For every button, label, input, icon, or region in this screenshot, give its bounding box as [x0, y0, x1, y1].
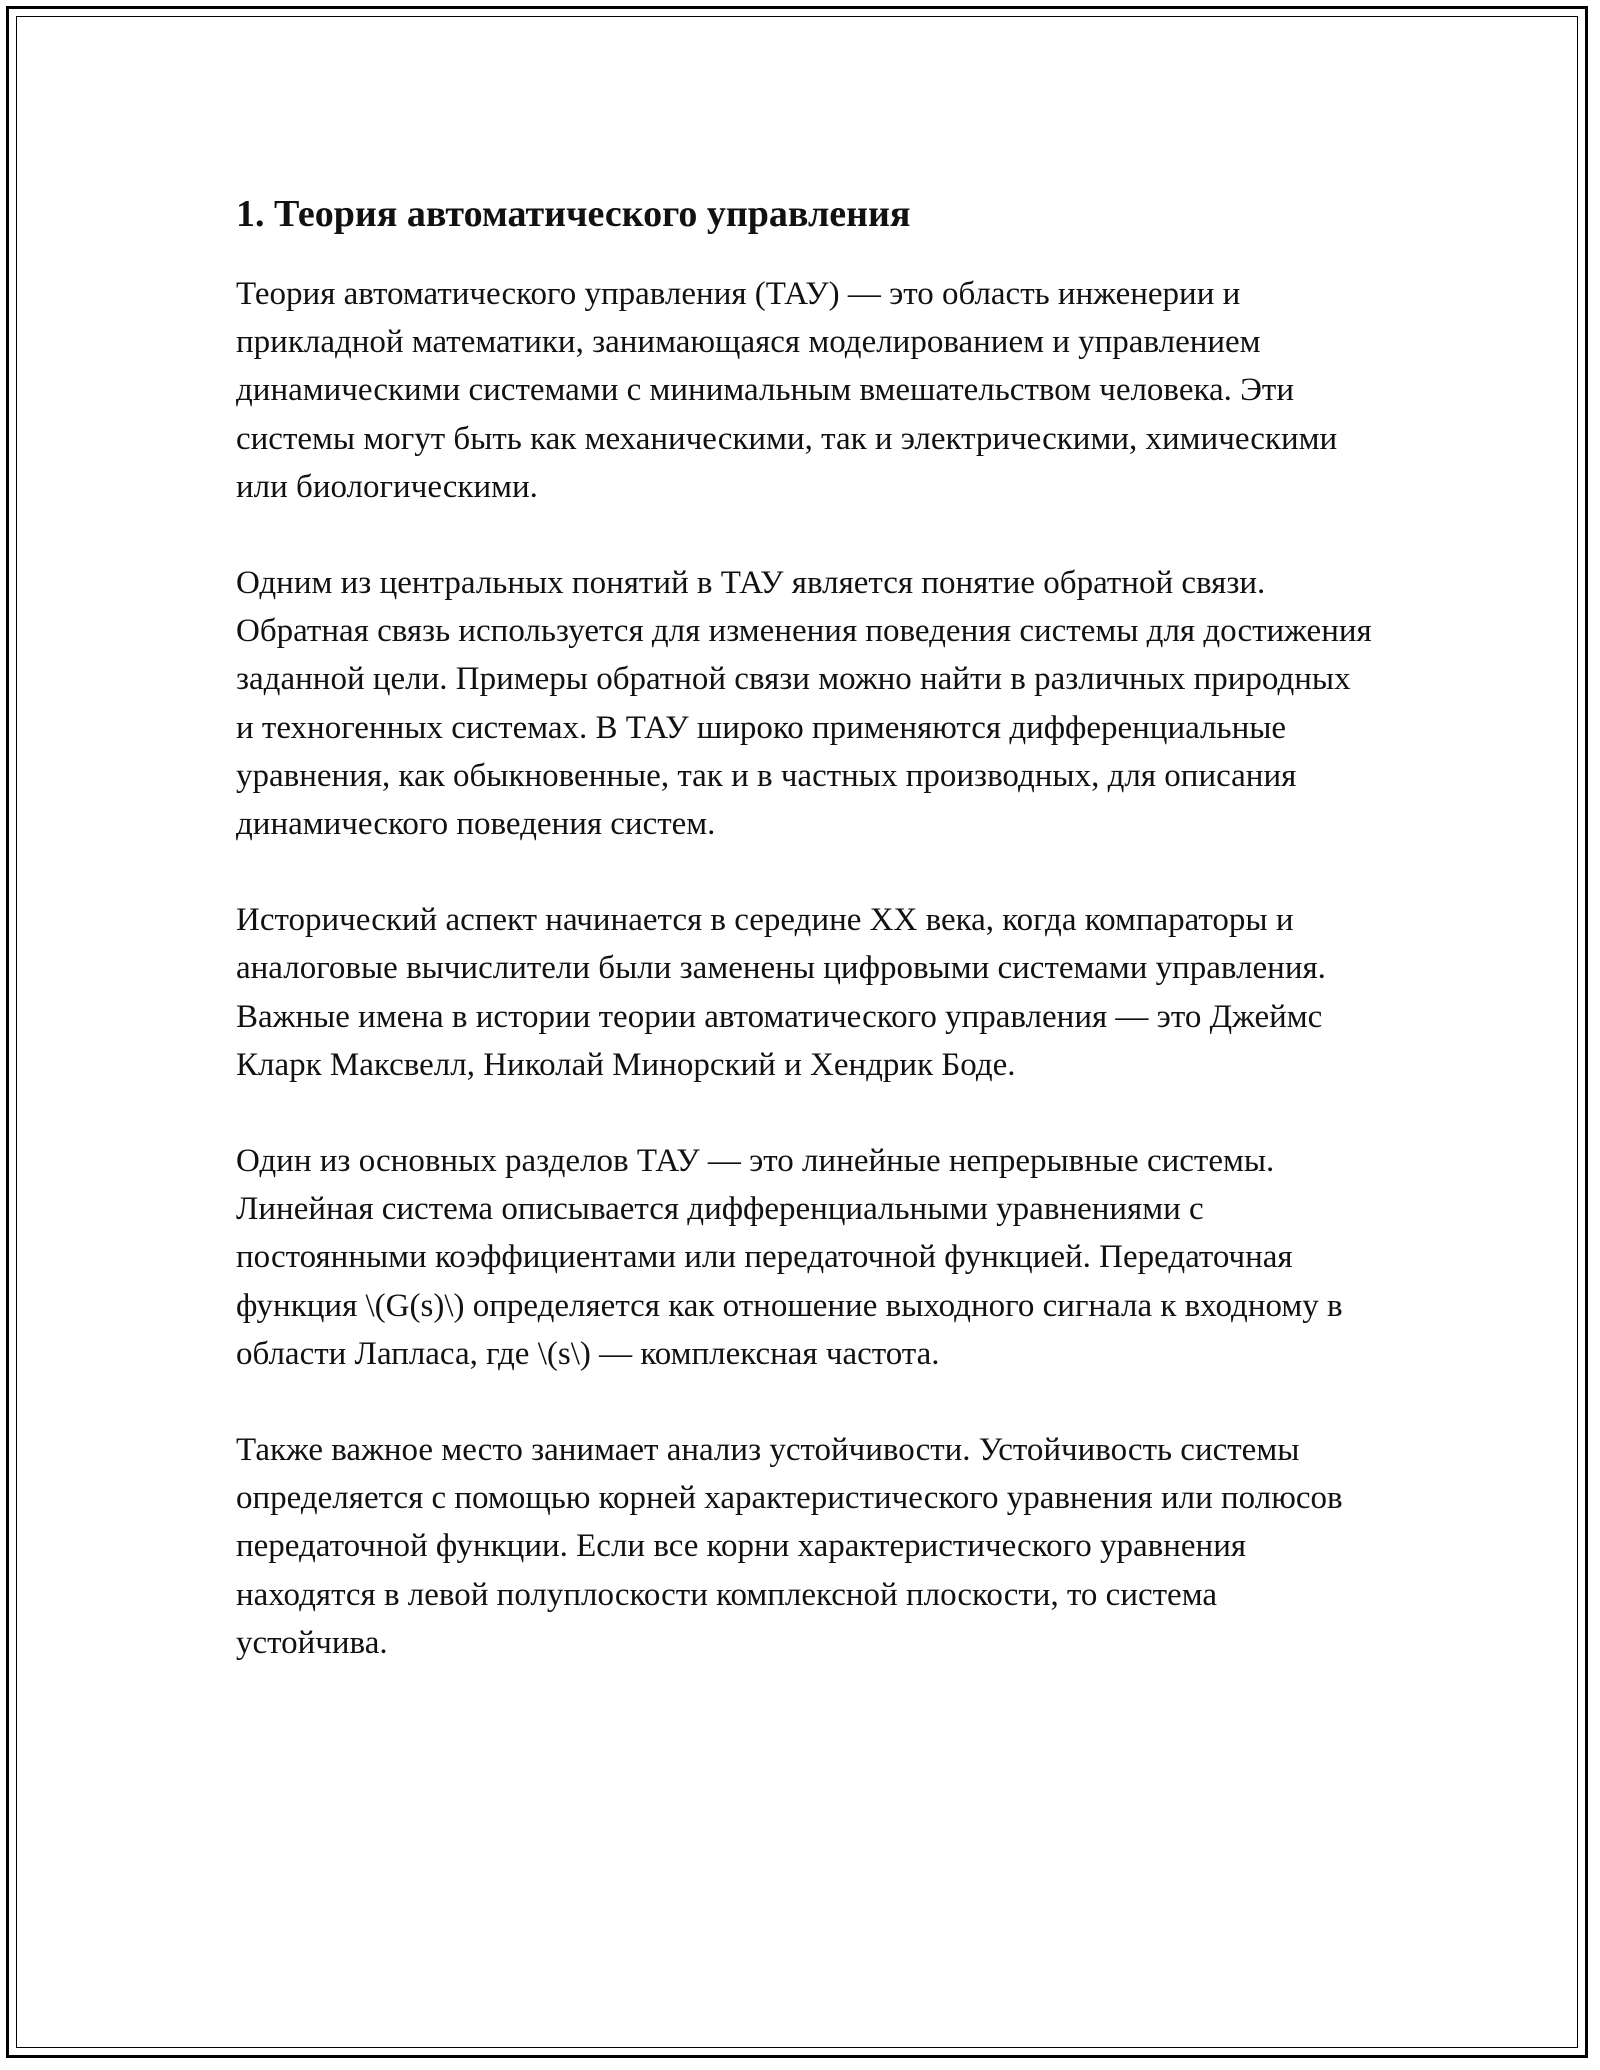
- paragraph-feedback: Одним из центральных понятий в ТАУ является понятие обратной связи. Обратная связь используется для изменения поведения системы для достижения заданной цели. Примеры обратной связи можно найти в различных природных и техногенных системах. В ТАУ широко применяются дифференциальные уравнения, как обыкновенные, так и в частных производных, для описания динамического поведения систем.: [236, 565, 1372, 843]
- document-body: [236, 186, 1376, 1667]
- paragraph-stability: Также важное место занимает анализ устойчивости. Устойчивость системы определяется с помощью корней характеристического уравнения или полюсов передаточной функции. Если все корни характеристического уравнения находятся в левой полуплоскости комплексной плоскости, то система устойчива.: [236, 1432, 1343, 1661]
- paragraph-intro: Теория автоматического управления (ТАУ) — это область инженерии и прикладной математики, занимающаяся моделированием и управлением динамическими системами с минимальным вмешательством человека. Эти системы могут быть как механическими, так и электрическими, химическими или биологическими.: [236, 276, 1338, 505]
- paragraph-history: Исторический аспект начинается в середине XX века, когда компараторы и аналоговые вычислители были заменены цифровыми системами управления. Важные имена в истории теории автоматического управления — это Джеймс Кларк Максвелл, Николай Минорский и Хендрик Боде.: [236, 902, 1326, 1083]
- section-title: 1. Теория автоматического управления: [236, 193, 911, 235]
- paragraph-linear-systems: Один из основных разделов ТАУ — это линейные непрерывные системы. Линейная система описывается дифференциальными уравнениями с постоянными коэффициентами или передаточной функцией. Передаточная функция \(G(s)\) определяется как отношение выходного сигнала к входному в области Лапласа, где \(s\) — комплексная частота.: [236, 1143, 1343, 1372]
